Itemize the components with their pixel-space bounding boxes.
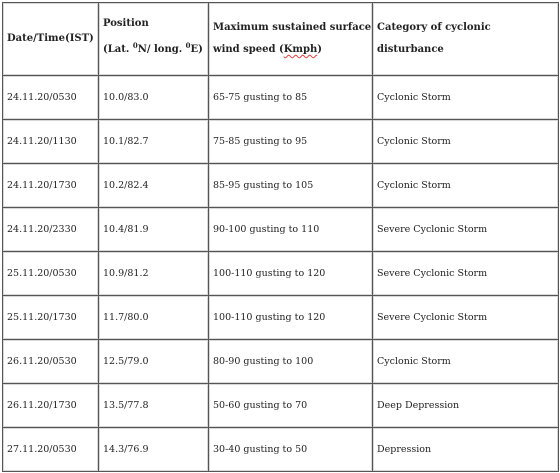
degree-mark: 0 <box>132 41 138 50</box>
cell-category: Cyclonic Storm <box>373 340 559 384</box>
cell-wind: 90-100 gusting to 110 <box>209 208 373 252</box>
cell-datetime: 25.11.20/1730 <box>3 296 99 340</box>
header-wind-text: Maximum sustained surface wind speed ( <box>213 22 372 55</box>
cell-wind: 100-110 gusting to 120 <box>209 296 373 340</box>
cell-wind: 50-60 gusting to 70 <box>209 384 373 428</box>
cell-wind: 65-75 gusting to 85 <box>209 76 373 120</box>
cell-position: 11.7/80.0 <box>99 296 209 340</box>
table-row <box>3 296 559 340</box>
table-row <box>3 252 559 296</box>
table-row <box>3 120 559 164</box>
header-position-long-text: N/ long. <box>137 44 186 55</box>
header-position-units <box>103 35 208 61</box>
header-position-east-text: E) <box>190 44 203 55</box>
cell-wind: 30-40 gusting to 50 <box>209 428 373 472</box>
cell-datetime: 24.11.20/2330 <box>3 208 99 252</box>
table-header-row <box>3 3 559 76</box>
cell-datetime: 24.11.20/0530 <box>3 76 99 120</box>
cell-category: Cyclonic Storm <box>373 164 559 208</box>
table-row <box>3 340 559 384</box>
cell-position: 10.9/81.2 <box>99 252 209 296</box>
cell-position: 10.0/83.0 <box>99 76 209 120</box>
header-position-title: Position <box>103 18 149 29</box>
header-wind-unit: Kmph <box>283 44 318 55</box>
forecast-table <box>2 2 559 472</box>
cell-position: 10.1/82.7 <box>99 120 209 164</box>
cell-wind: 100-110 gusting to 120 <box>209 252 373 296</box>
cell-wind: 75-85 gusting to 95 <box>209 120 373 164</box>
cell-category: Cyclonic Storm <box>373 120 559 164</box>
cell-position: 13.5/77.8 <box>99 384 209 428</box>
cell-datetime: 24.11.20/1730 <box>3 164 99 208</box>
cell-datetime: 26.11.20/1730 <box>3 384 99 428</box>
cell-category: Depression <box>373 428 559 472</box>
table-row <box>3 164 559 208</box>
header-datetime: Date/Time(IST) <box>3 3 99 76</box>
cell-category: Severe Cyclonic Storm <box>373 252 559 296</box>
cell-category: Deep Depression <box>373 384 559 428</box>
cell-datetime: 26.11.20/0530 <box>3 340 99 384</box>
header-position-lat-text: (Lat. <box>103 44 133 55</box>
table-row <box>3 208 559 252</box>
header-wind-close: ) <box>317 44 322 55</box>
table-row <box>3 76 559 120</box>
cell-position: 12.5/79.0 <box>99 340 209 384</box>
cell-position: 14.3/76.9 <box>99 428 209 472</box>
cell-category: Severe Cyclonic Storm <box>373 296 559 340</box>
cell-datetime: 25.11.20/0530 <box>3 252 99 296</box>
degree-mark: 0 <box>185 41 191 50</box>
cell-wind: 80-90 gusting to 100 <box>209 340 373 384</box>
cell-category: Cyclonic Storm <box>373 76 559 120</box>
cell-wind: 85-95 gusting to 105 <box>209 164 373 208</box>
cell-position: 10.2/82.4 <box>99 164 209 208</box>
cell-datetime: 24.11.20/1130 <box>3 120 99 164</box>
header-position <box>99 3 209 76</box>
header-wind-speed <box>209 3 373 76</box>
cell-position: 10.4/81.9 <box>99 208 209 252</box>
cell-datetime: 27.11.20/0530 <box>3 428 99 472</box>
cell-category: Severe Cyclonic Storm <box>373 208 559 252</box>
table-row <box>3 428 559 472</box>
header-category: Category of cyclonic disturbance <box>373 3 559 76</box>
table-row <box>3 384 559 428</box>
